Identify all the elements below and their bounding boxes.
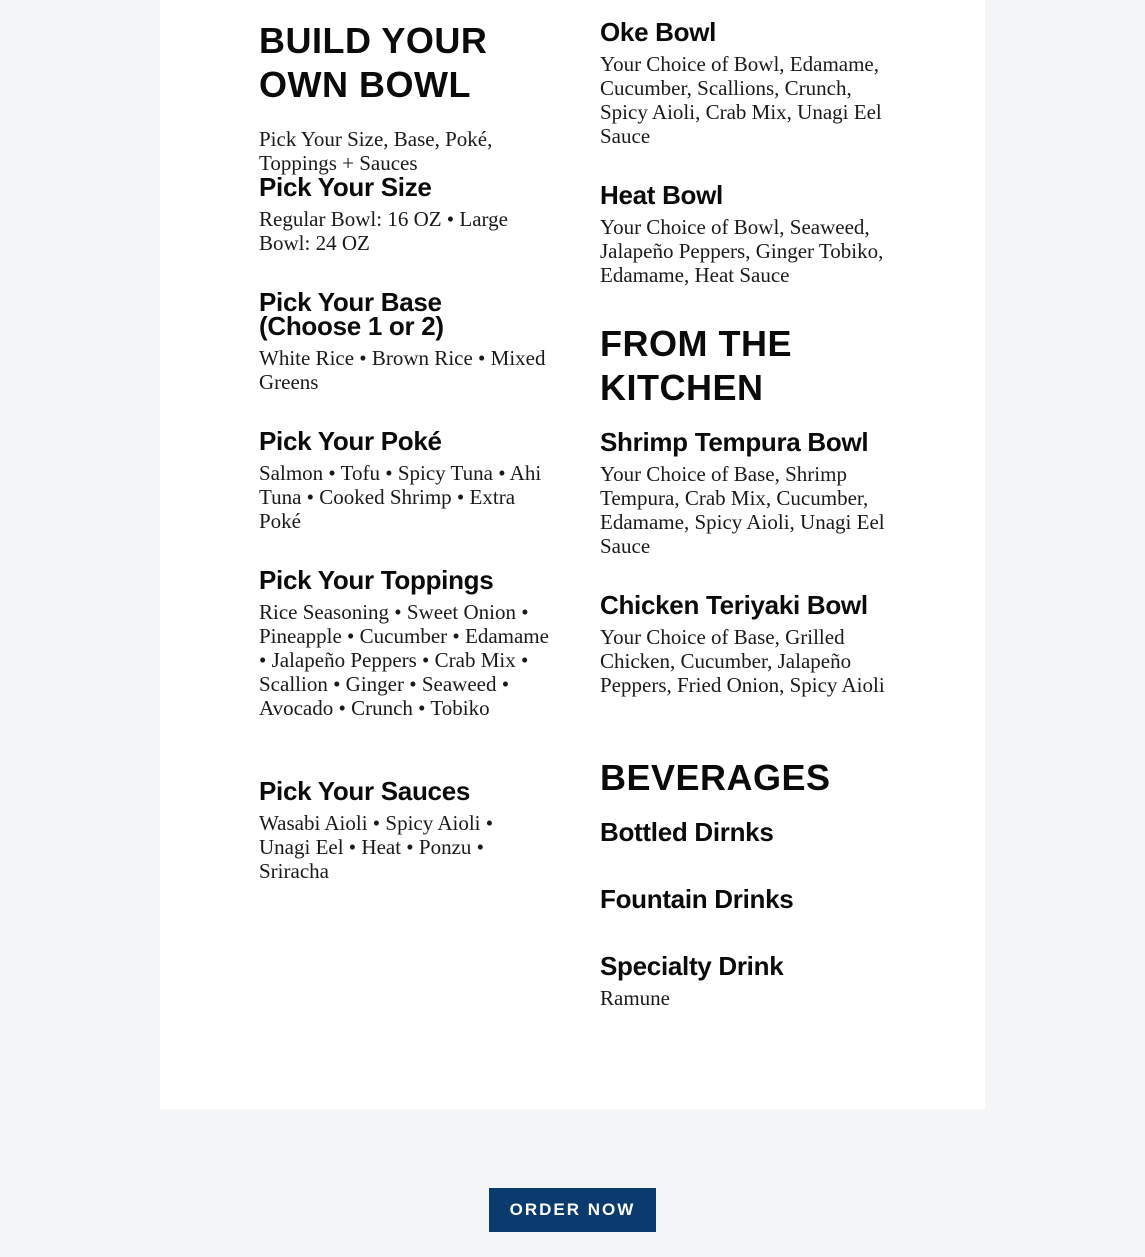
menu-item-chicken-teriyaki <box>600 590 890 697</box>
menu-item-pick-base <box>259 287 549 394</box>
menu-item-oke-bowl <box>600 17 890 148</box>
item-title: Specialty Drink <box>600 951 784 981</box>
menu-item-pick-poke <box>259 426 549 533</box>
item-desc: Rice Seasoning • Sweet Onion • Pineapple • Cucumber • Edamame • Jalapeño Peppers • Crab Mix • Scallion • Ginger • Seaweed • Avocado • Crunch • Tobiko <box>259 600 549 720</box>
item-desc: Your Choice of Bowl, Edamame, Cucumber, Scallions, Crunch, Spicy Aioli, Crab Mix, Unagi Eel Sauce <box>600 52 882 148</box>
item-desc: Regular Bowl: 16 OZ • Large Bowl: 24 OZ <box>259 207 508 255</box>
item-title: Pick Your Poké <box>259 426 442 456</box>
item-desc: Salmon • Tofu • Spicy Tuna • Ahi Tuna • Cooked Shrimp • Extra Poké <box>259 461 542 533</box>
build-bowl-title: BUILD YOUR OWN BOWL <box>259 20 488 105</box>
item-desc: White Rice • Brown Rice • Mixed Greens <box>259 346 546 394</box>
menu-item-shrimp-tempura <box>600 427 890 558</box>
menu-item-pick-sauces <box>259 776 549 883</box>
menu-item-pick-size <box>259 172 549 255</box>
order-now-button[interactable]: ORDER NOW <box>489 1188 656 1232</box>
item-desc: Your Choice of Base, Grilled Chicken, Cucumber, Jalapeño Peppers, Fried Onion, Spicy Aioli <box>600 625 885 697</box>
item-title: Heat Bowl <box>600 180 723 210</box>
item-title: Chicken Teriyaki Bowl <box>600 590 868 620</box>
menu-item-pick-toppings <box>259 565 549 720</box>
menu-card <box>160 0 985 1109</box>
item-title: Pick Your Toppings <box>259 565 494 595</box>
menu-item-heat-bowl <box>600 180 890 287</box>
item-title: Shrimp Tempura Bowl <box>600 427 869 457</box>
item-title: Bottled Dirnks <box>600 817 774 847</box>
build-bowl-desc: Pick Your Size, Base, Poké, Toppings + Sauces <box>259 127 493 175</box>
item-title: Pick Your Base (Choose 1 or 2) <box>259 287 444 341</box>
menu-item-specialty-drink <box>600 951 890 1010</box>
beverages-title: BEVERAGES <box>600 757 831 798</box>
item-title: Fountain Drinks <box>600 884 794 914</box>
item-desc: Your Choice of Base, Shrimp Tempura, Crab Mix, Cucumber, Edamame, Spicy Aioli, Unagi Eel Sauce <box>600 462 885 558</box>
kitchen-title: FROM THE KITCHEN <box>600 323 792 408</box>
item-desc: Your Choice of Bowl, Seaweed, Jalapeño Peppers, Ginger Tobiko, Edamame, Heat Sauce <box>600 215 884 287</box>
menu-item-fountain-drinks <box>600 884 890 914</box>
item-desc: Ramune <box>600 986 670 1010</box>
item-title: Oke Bowl <box>600 17 717 47</box>
item-title: Pick Your Size <box>259 172 432 202</box>
item-title: Pick Your Sauces <box>259 776 471 806</box>
menu-item-bottled-drinks <box>600 817 890 847</box>
item-desc: Wasabi Aioli • Spicy Aioli • Unagi Eel • Heat • Ponzu • Sriracha <box>259 811 494 883</box>
